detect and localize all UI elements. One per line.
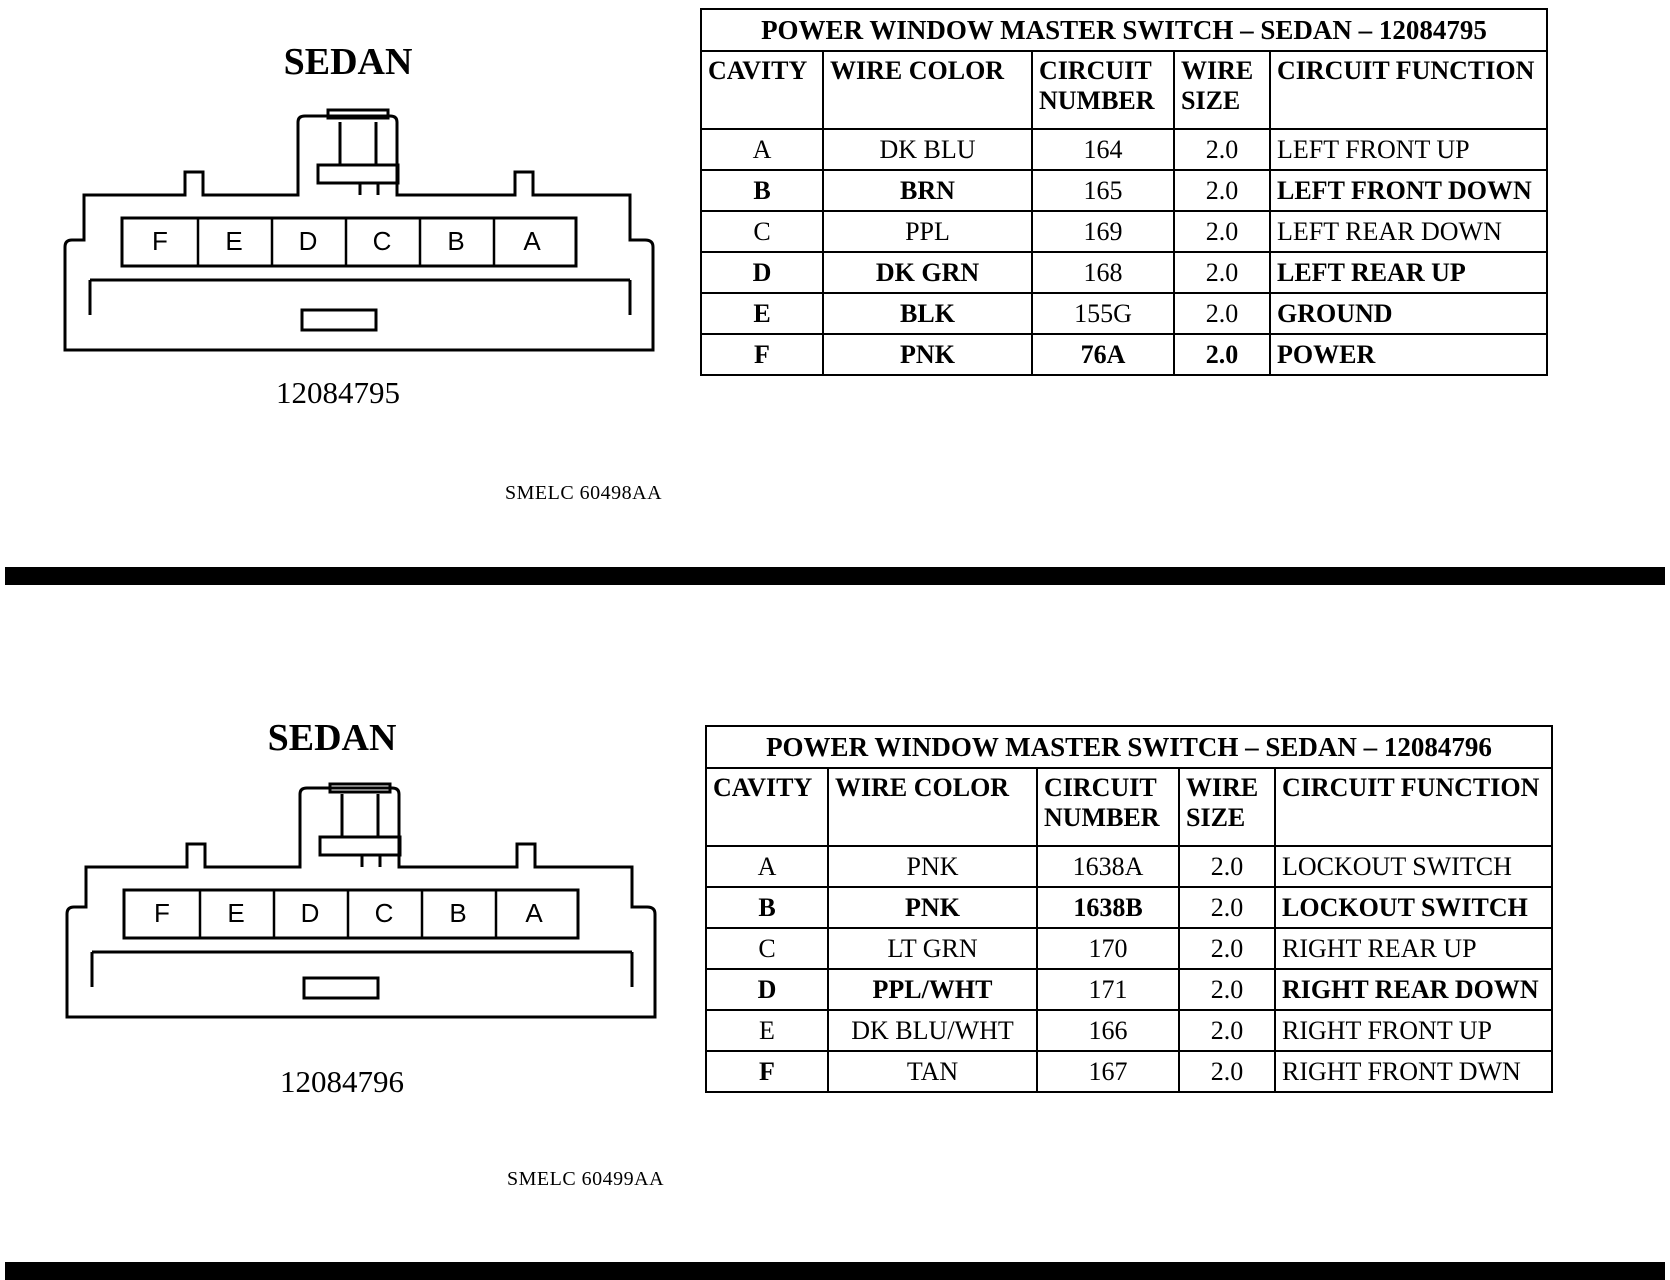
pinout-table	[700, 8, 1548, 376]
cavity-label: D	[300, 898, 320, 928]
cell-wire-size: 2.0	[1174, 334, 1270, 375]
table-header-row	[701, 51, 1547, 129]
cell-circuit-function: GROUND	[1270, 293, 1547, 334]
cell-wire-color: PPL/WHT	[828, 969, 1037, 1010]
cell-wire-size: 2.0	[1174, 170, 1270, 211]
cavity-label: E	[227, 898, 245, 928]
table-row	[701, 129, 1547, 170]
cell-circuit-function: RIGHT FRONT DWN	[1275, 1051, 1552, 1092]
cell-circuit-number: 167	[1037, 1051, 1179, 1092]
cell-circuit-number: 166	[1037, 1010, 1179, 1051]
table-row	[706, 928, 1552, 969]
table-caption-row	[701, 9, 1547, 51]
cell-wire-size: 2.0	[1174, 293, 1270, 334]
cell-circuit-number: 164	[1032, 129, 1174, 170]
header-circuit-number: CIRCUIT NUMBER	[1037, 768, 1179, 846]
cell-wire-size: 2.0	[1174, 252, 1270, 293]
cell-wire-size: 2.0	[1179, 887, 1275, 928]
table-row	[701, 170, 1547, 211]
diagram-title: SEDAN	[283, 41, 413, 83]
header-cavity: CAVITY	[701, 51, 823, 129]
cavity-label: E	[225, 226, 243, 256]
cavity-label: C	[374, 898, 394, 928]
cell-circuit-function: POWER	[1270, 334, 1547, 375]
table-caption: POWER WINDOW MASTER SWITCH – SEDAN – 12084796	[706, 726, 1552, 768]
cell-circuit-function: RIGHT REAR DOWN	[1275, 969, 1552, 1010]
cell-wire-color: PNK	[823, 334, 1032, 375]
cell-wire-size: 2.0	[1179, 928, 1275, 969]
cell-circuit-function: LEFT FRONT DOWN	[1270, 170, 1547, 211]
cell-wire-size: 2.0	[1179, 846, 1275, 887]
cell-cavity: A	[706, 846, 828, 887]
cell-cavity: B	[706, 887, 828, 928]
cell-circuit-function: LOCKOUT SWITCH	[1275, 846, 1552, 887]
cell-cavity: C	[706, 928, 828, 969]
table-header-row	[706, 768, 1552, 846]
header-wire-size: WIRE SIZE	[1174, 51, 1270, 129]
cell-wire-color: PNK	[828, 887, 1037, 928]
cell-wire-size: 2.0	[1174, 129, 1270, 170]
diagram-title: SEDAN	[267, 717, 397, 759]
cell-wire-color: TAN	[828, 1051, 1037, 1092]
section-divider	[5, 567, 1665, 585]
cell-wire-size: 2.0	[1174, 211, 1270, 252]
cavity-label: B	[449, 898, 467, 928]
connector-section-1	[0, 0, 1670, 600]
cell-wire-color: DK BLU	[823, 129, 1032, 170]
header-circuit-number: CIRCUIT NUMBER	[1032, 51, 1174, 129]
cell-circuit-function: LEFT REAR UP	[1270, 252, 1547, 293]
table-row	[706, 1051, 1552, 1092]
cell-circuit-number: 171	[1037, 969, 1179, 1010]
cell-wire-color: PNK	[828, 846, 1037, 887]
pinout-table	[705, 725, 1553, 1093]
table-row	[706, 1010, 1552, 1051]
cavity-label: F	[154, 898, 170, 928]
table-row	[701, 252, 1547, 293]
cell-cavity: D	[701, 252, 823, 293]
cell-circuit-function: LEFT REAR DOWN	[1270, 211, 1547, 252]
cavity-label: A	[523, 226, 541, 256]
cavity-label: F	[152, 226, 168, 256]
connector-part-number: 12084795	[276, 375, 400, 410]
cell-circuit-function: LEFT FRONT UP	[1270, 129, 1547, 170]
cavity-label: D	[298, 226, 318, 256]
cavity-label: C	[372, 226, 392, 256]
bottom-border	[5, 1262, 1665, 1280]
table-row	[701, 211, 1547, 252]
table-caption-row	[706, 726, 1552, 768]
cell-cavity: E	[706, 1010, 828, 1051]
connector-section-2	[0, 717, 1670, 1270]
table-caption: POWER WINDOW MASTER SWITCH – SEDAN – 12084795	[701, 9, 1547, 51]
table-row	[706, 969, 1552, 1010]
header-circuit-function: CIRCUIT FUNCTION	[1270, 51, 1547, 129]
cell-wire-color: PPL	[823, 211, 1032, 252]
cell-wire-color: DK BLU/WHT	[828, 1010, 1037, 1051]
table-row	[701, 293, 1547, 334]
figure-reference: SMELC 60498AA	[505, 482, 663, 504]
table-row	[706, 887, 1552, 928]
header-wire-color: WIRE COLOR	[828, 768, 1037, 846]
cell-circuit-number: 169	[1032, 211, 1174, 252]
cell-wire-color: LT GRN	[828, 928, 1037, 969]
cell-wire-size: 2.0	[1179, 969, 1275, 1010]
cell-circuit-number: 168	[1032, 252, 1174, 293]
connector-face-diagram	[60, 100, 660, 360]
cell-cavity: F	[701, 334, 823, 375]
cell-cavity: C	[701, 211, 823, 252]
header-circuit-function: CIRCUIT FUNCTION	[1275, 768, 1552, 846]
header-wire-size: WIRE SIZE	[1179, 768, 1275, 846]
header-cavity: CAVITY	[706, 768, 828, 846]
header-wire-color: WIRE COLOR	[823, 51, 1032, 129]
cell-circuit-function: RIGHT REAR UP	[1275, 928, 1552, 969]
cell-cavity: F	[706, 1051, 828, 1092]
cell-circuit-number: 1638B	[1037, 887, 1179, 928]
cell-circuit-number: 76A	[1032, 334, 1174, 375]
connector-part-number: 12084796	[280, 1064, 404, 1099]
cell-circuit-number: 1638A	[1037, 846, 1179, 887]
cell-wire-color: BRN	[823, 170, 1032, 211]
cell-cavity: A	[701, 129, 823, 170]
cell-wire-color: BLK	[823, 293, 1032, 334]
cell-circuit-number: 155G	[1032, 293, 1174, 334]
cell-cavity: B	[701, 170, 823, 211]
connector-face-diagram	[62, 782, 662, 1042]
cell-wire-color: DK GRN	[823, 252, 1032, 293]
cavity-label: A	[525, 898, 543, 928]
cell-circuit-function: RIGHT FRONT UP	[1275, 1010, 1552, 1051]
cell-cavity: D	[706, 969, 828, 1010]
figure-reference: SMELC 60499AA	[507, 1168, 665, 1190]
cell-wire-size: 2.0	[1179, 1010, 1275, 1051]
cell-circuit-number: 165	[1032, 170, 1174, 211]
cavity-label: B	[447, 226, 465, 256]
cell-circuit-function: LOCKOUT SWITCH	[1275, 887, 1552, 928]
cell-circuit-number: 170	[1037, 928, 1179, 969]
table-row	[701, 334, 1547, 375]
cell-wire-size: 2.0	[1179, 1051, 1275, 1092]
cell-cavity: E	[701, 293, 823, 334]
table-row	[706, 846, 1552, 887]
